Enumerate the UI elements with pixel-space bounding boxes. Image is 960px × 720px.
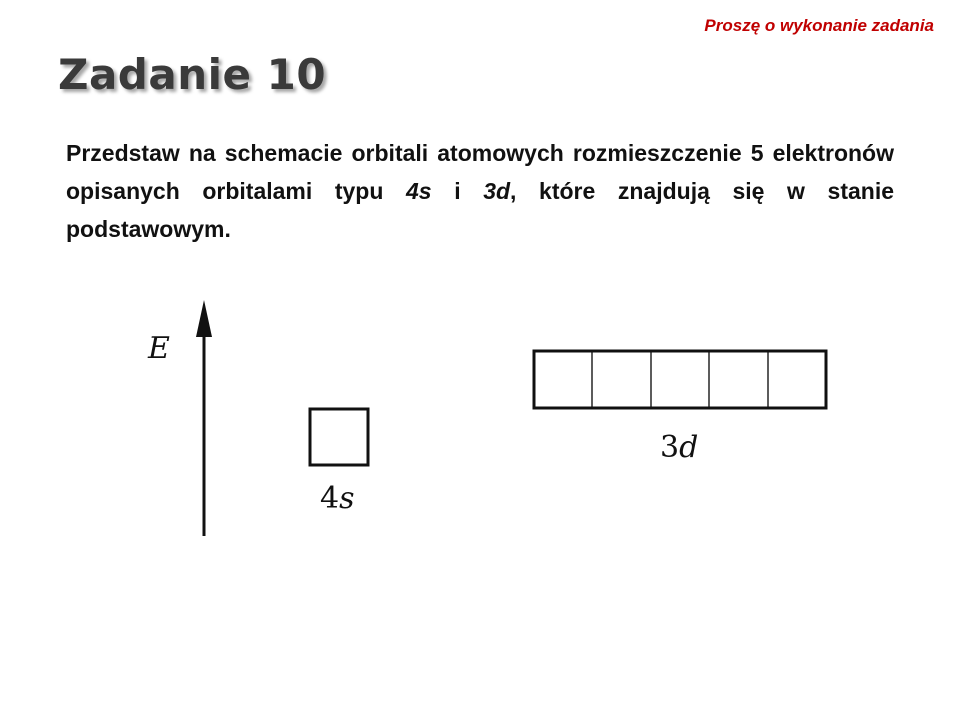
orbital-4s-boxes — [310, 409, 368, 465]
energy-axis-arrowhead — [196, 300, 212, 337]
orbital-4s-label-num: 4 — [320, 481, 340, 516]
page-title: Zadanie 10 — [58, 50, 327, 99]
task-orbital-d: 3d — [483, 178, 511, 204]
orbital-3d-boxes — [534, 351, 826, 408]
orbital-4s-label-letter: s — [339, 481, 355, 516]
orbital-3d-label — [660, 430, 698, 465]
energy-axis-label: E — [148, 331, 170, 366]
orbital-3d-label-num: 3 — [660, 430, 680, 465]
orbital-3d-frame — [534, 351, 826, 408]
orbital-4s-label — [320, 481, 355, 516]
task-text-part2: i — [431, 178, 484, 204]
orbital-4s-box[interactable] — [310, 409, 368, 465]
orbital-3d-label-letter: d — [679, 430, 699, 465]
task-text-part1: Przedstaw na schemacie orbitali atomowych rozmieszczenie 5 elektronów opisanych orbitalami typu — [66, 140, 894, 204]
instruction-note: Proszę o wykonanie zadania — [704, 16, 934, 35]
energy-axis — [196, 300, 212, 536]
task-text-part3: , które znajdują się w stanie podstawowym. — [66, 178, 895, 242]
task-orbital-s: 4s — [406, 178, 432, 204]
